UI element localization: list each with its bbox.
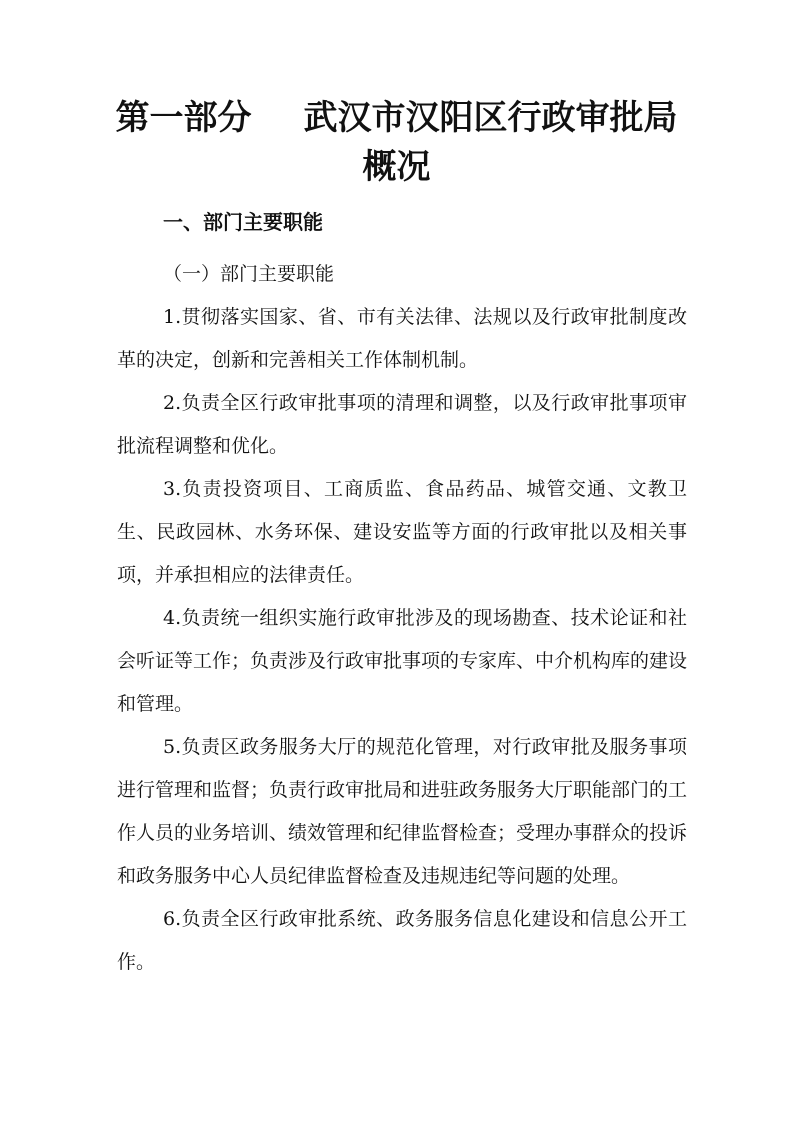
- subheading: （一）部门主要职能: [163, 263, 335, 285]
- paragraph-5: 5.负责区政务服务大厅的规范化管理，对行政审批及服务事项进行管理和监督；负责行政审批局和进驻政务服务大厅职能部门的工作人员的业务培训、绩效管理和纪律监督检查；受理办事群众的投诉和政务服务中心人员纪律监督检查及违规违纪等问题的处理。: [117, 736, 688, 887]
- paragraph-1: 1.贯彻落实国家、省、市有关法律、法规以及行政审批制度改革的决定，创新和完善相关工作体制机制。: [117, 306, 687, 371]
- title-bureau: 武汉市汉阳区行政审批局: [303, 98, 678, 138]
- section-heading: 一、部门主要职能: [163, 210, 323, 234]
- title-part: 第一部分: [115, 98, 252, 138]
- paragraph-6: 6.负责全区行政审批系统、政务服务信息化建设和信息公开工作。: [117, 908, 687, 973]
- title-line-1: [0, 95, 793, 141]
- document-title: [0, 95, 793, 190]
- paragraph-3: 3.负责投资项目、工商质监、食品药品、城管交通、文教卫生、民政园林、水务环保、建设安监等方面的行政审批以及相关事项，并承担相应的法律责任。: [117, 478, 687, 586]
- paragraph-4: 4.负责统一组织实施行政审批涉及的现场勘查、技术论证和社会听证等工作；负责涉及行政审批事项的专家库、中介机构库的建设和管理。: [117, 607, 688, 715]
- paragraph-2: 2.负责全区行政审批事项的清理和调整，以及行政审批事项审批流程调整和优化。: [117, 392, 687, 457]
- title-overview: 概况: [362, 147, 431, 187]
